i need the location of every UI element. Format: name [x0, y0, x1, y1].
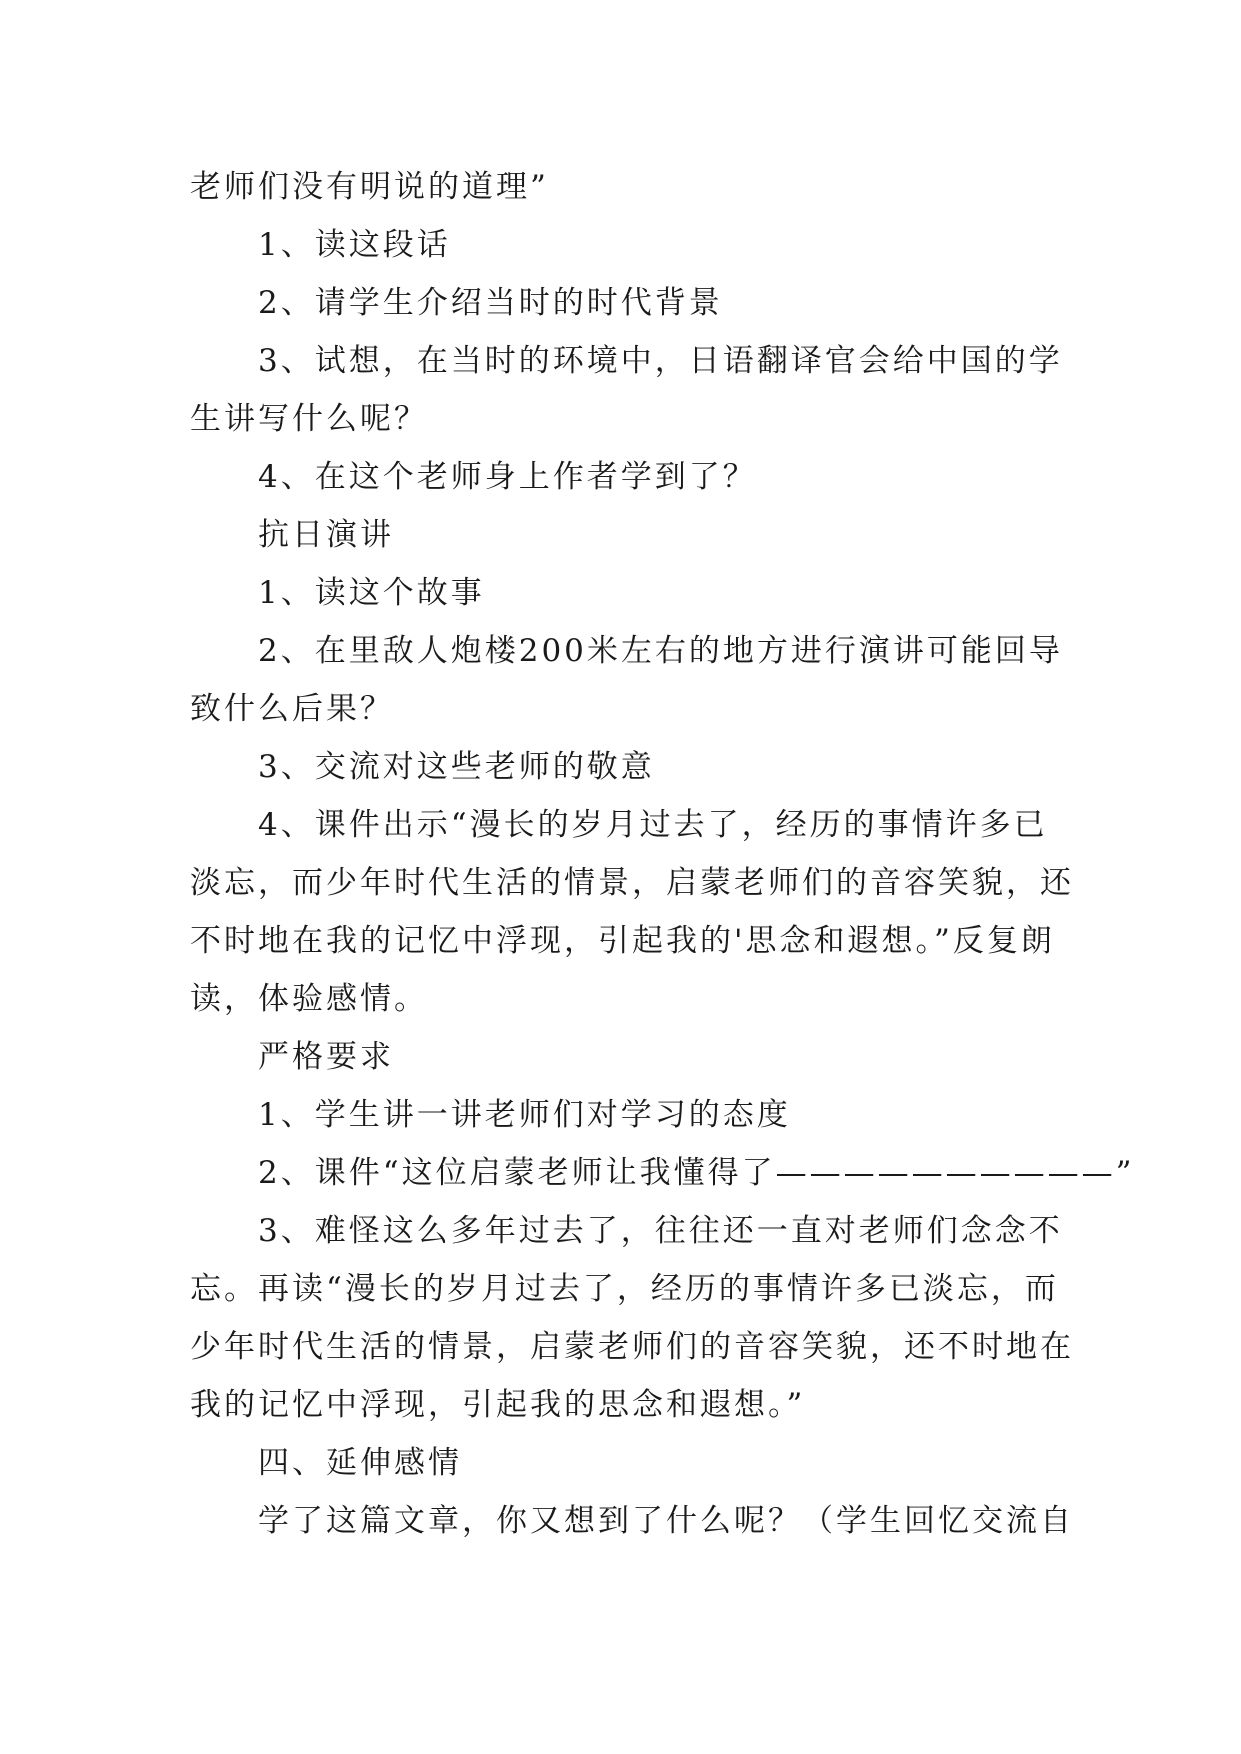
text-line: 3、交流对这些老师的敬意	[258, 749, 655, 785]
text-line: 生讲写什么呢？	[190, 401, 428, 437]
text-line: 2、在里敌人炮楼200米左右的地方进行演讲可能回导	[258, 633, 1063, 669]
text-line: 淡忘，而少年时代生活的情景，启蒙老师们的音容笑貌，还	[190, 865, 1074, 901]
text-line: 2、请学生介绍当时的时代背景	[258, 285, 723, 321]
text-line: 1、读这段话	[258, 227, 451, 263]
text-line: 忘。再读“漫长的岁月过去了，经历的事情许多已淡忘，而	[190, 1271, 1059, 1307]
text-line: 3、试想，在当时的环境中，日语翻译官会给中国的学	[258, 343, 1063, 379]
text-line: 学了这篇文章，你又想到了什么呢？（学生回忆交流自	[258, 1503, 1074, 1539]
text-line: 1、学生讲一讲老师们对学习的态度	[258, 1097, 791, 1133]
text-line: 2、课件“这位启蒙老师让我懂得了——————————”	[258, 1155, 1135, 1191]
text-line: 少年时代生活的情景，启蒙老师们的音容笑貌，还不时地在	[190, 1329, 1074, 1365]
section-heading: 抗日演讲	[258, 517, 394, 553]
section-heading: 四、延伸感情	[258, 1445, 462, 1481]
text-line: 4、在这个老师身上作者学到了？	[258, 459, 757, 495]
text-line: 不时地在我的记忆中浮现，引起我的'思念和遐想。”反复朗	[190, 923, 1055, 959]
text-line: 3、难怪这么多年过去了，往往还一直对老师们念念不	[258, 1213, 1063, 1249]
section-heading: 严格要求	[258, 1039, 394, 1075]
text-line: 我的记忆中浮现，引起我的思念和遐想。”	[190, 1387, 806, 1423]
document-page	[190, 158, 1135, 1550]
text-line: 读，体验感情。	[190, 981, 428, 1017]
text-line: 1、读这个故事	[258, 575, 485, 611]
text-line: 老师们没有明说的道理”	[190, 169, 549, 205]
text-line: 4、课件出示“漫长的岁月过去了，经历的事情许多已	[258, 807, 1048, 843]
text-line: 致什么后果？	[190, 691, 394, 727]
